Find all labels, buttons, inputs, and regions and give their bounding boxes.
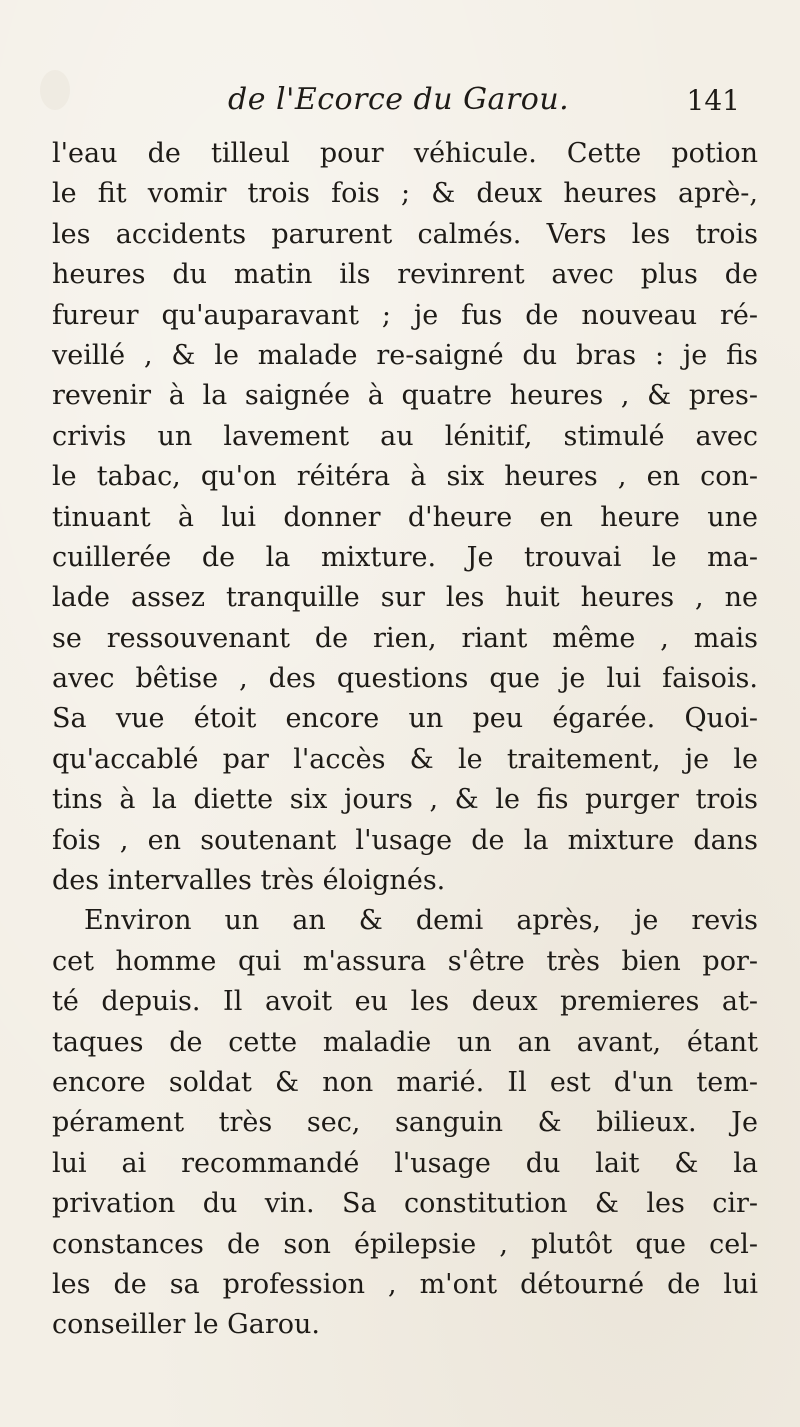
text-line: fois , en soutenant l'usage de la mixture dans: [52, 824, 758, 856]
running-title: de l'Ecorce du Garou.: [228, 82, 570, 117]
page-header: [110, 82, 760, 122]
text-line: le fit vomir trois fois ; & deux heures aprè-,: [52, 178, 758, 210]
body-text: [52, 134, 758, 1346]
text-line: les accidents parurent calmés. Vers les trois: [52, 218, 758, 250]
text-line: veillé , & le malade re-saigné du bras : je fis: [52, 339, 758, 371]
text-line: avec bêtise , des questions que je lui faisois.: [52, 663, 758, 695]
text-line: privation du vin. Sa constitution & les cir-: [52, 1188, 758, 1220]
text-line: conseiller le Garou.: [52, 1309, 320, 1341]
text-line: revenir à la saignée à quatre heures , & pres-: [52, 380, 758, 412]
paragraph-2: [52, 901, 758, 1345]
text-line: lade assez tranquille sur les huit heures , ne: [52, 582, 758, 614]
text-line: fureur qu'auparavant ; je fus de nouveau ré-: [52, 299, 758, 331]
text-line: tins à la diette six jours , & le fis purger trois: [52, 784, 758, 816]
text-line: Environ un an & demi après, je revis: [84, 905, 758, 937]
text-line: l'eau de tilleul pour véhicule. Cette potion: [52, 138, 758, 169]
text-line: constances de son épilepsie , plutôt que cel-: [52, 1228, 758, 1260]
text-line: taques de cette maladie un an avant, étant: [52, 1026, 758, 1058]
page-number: 141: [686, 84, 740, 117]
text-line: cet homme qui m'assura s'être très bien por-: [52, 945, 758, 977]
text-line: des intervalles très éloignés.: [52, 865, 446, 897]
text-line: lui ai recommandé l'usage du lait & la: [52, 1147, 758, 1179]
text-line: pérament très sec, sanguin & bilieux. Je: [52, 1107, 758, 1139]
paper-stain: [40, 70, 70, 110]
text-line: se ressouvenant de rien, riant même , mais: [52, 622, 758, 654]
text-line: crivis un lavement au lénitif, stimulé avec: [52, 420, 758, 452]
text-line: les de sa profession , m'ont détourné de lui: [52, 1268, 758, 1300]
text-line: Sa vue étoit encore un peu égarée. Quoi-: [52, 703, 758, 735]
paragraph-1: [52, 134, 758, 901]
text-line: heures du matin ils revinrent avec plus de: [52, 259, 758, 291]
text-line: té depuis. Il avoit eu les deux premieres at-: [52, 986, 758, 1018]
text-line: cuillerée de la mixture. Je trouvai le ma-: [52, 541, 758, 573]
text-line: qu'accablé par l'accès & le traitement, je le: [52, 743, 758, 775]
text-line: le tabac, qu'on réitéra à six heures , en con-: [52, 461, 758, 493]
text-line: tinuant à lui donner d'heure en heure une: [52, 501, 758, 533]
text-line: encore soldat & non marié. Il est d'un tem-: [52, 1066, 758, 1098]
